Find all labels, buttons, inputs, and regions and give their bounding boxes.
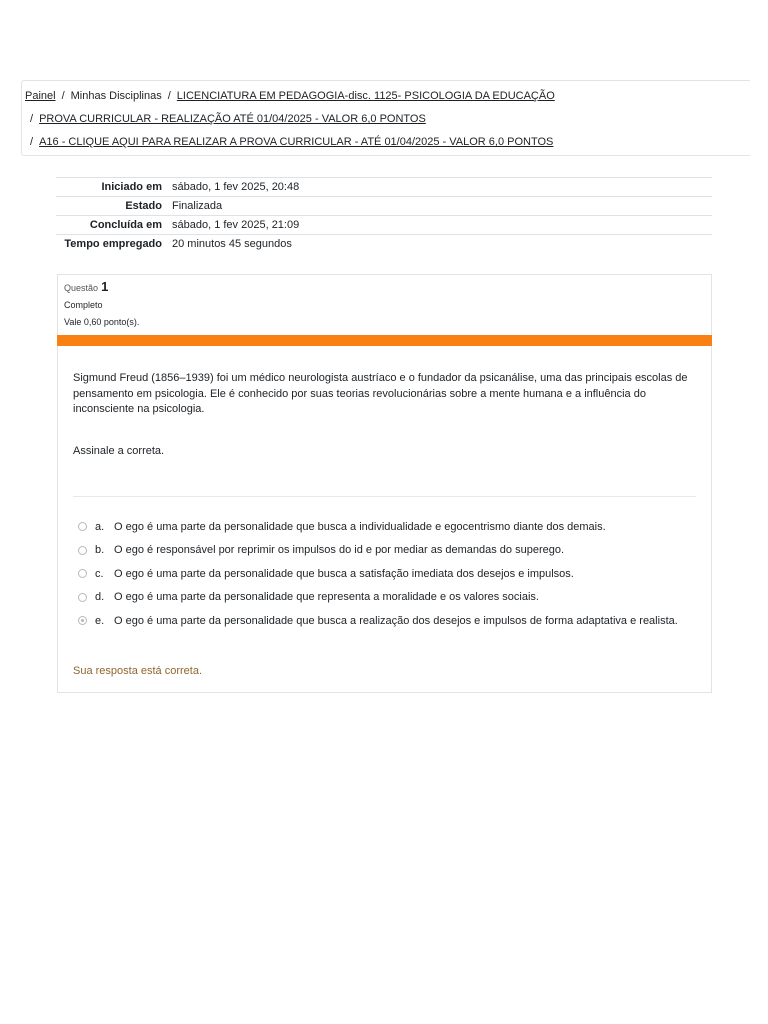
summary-value: sábado, 1 fev 2025, 21:09 [172,216,712,235]
breadcrumb-line-2 [25,110,750,133]
breadcrumb-link-activity[interactable]: A16 - CLIQUE AQUI PARA REALIZAR A PROVA CURRICULAR - ATÉ 01/04/2025 - VALOR 6,0 PONTOS [39,136,554,148]
answer-option-c[interactable] [78,562,678,586]
radio-button[interactable] [78,569,87,578]
breadcrumb-separator: / [30,113,34,125]
summary-label: Estado [56,197,172,216]
summary-row-started [56,178,712,197]
summary-value: Finalizada [172,197,712,216]
breadcrumb-line-1 [25,87,750,110]
question-text: Sigmund Freud (1856–1939) foi um médico neurologista austríaco e o fundador da psicanálise, uma das principais escolas de pensamento em psicologia. Ele é conhecido por suas teorias revolucionárias sobre a mente humana e a influência do inconsciente na psicologia. [73,372,688,415]
answer-letter: a. [95,520,105,533]
breadcrumb-separator: / [30,136,34,148]
summary-label: Iniciado em [56,178,172,197]
answer-text: O ego é responsável por reprimir os impulsos do id e por mediar as demandas do superego. [114,544,565,557]
answer-text: O ego é uma parte da personalidade que busca a realização dos desejos e impulsos de forma adaptativa e realista. [114,614,678,627]
question-label: Questão [64,283,99,293]
answer-letter: c. [95,567,104,580]
breadcrumb [21,80,750,156]
answer-list [78,515,678,633]
breadcrumb-item-minhas-disciplinas: Minhas Disciplinas [70,90,162,102]
question-card [57,274,712,693]
summary-row-state [56,197,712,216]
attempt-summary-table [56,177,712,253]
answer-text: O ego é uma parte da personalidade que busca a individualidade e egocentrismo diante dos demais. [114,520,606,533]
answer-option-e[interactable] [78,609,678,633]
question-info [58,275,711,331]
answer-letter: b. [95,544,105,557]
answer-letter: e. [95,614,105,627]
radio-button[interactable] [78,522,87,531]
breadcrumb-link-section[interactable]: PROVA CURRICULAR - REALIZAÇÃO ATÉ 01/04/2025 - VALOR 6,0 PONTOS [39,113,426,125]
breadcrumb-separator: / [61,90,65,102]
question-header-bar [57,335,712,346]
answer-text: O ego é uma parte da personalidade que representa a moralidade e os valores sociais. [114,591,539,604]
radio-button[interactable] [78,593,87,602]
question-number: 1 [101,279,109,294]
breadcrumb-link-painel[interactable]: Painel [25,90,56,102]
answer-text: O ego é uma parte da personalidade que busca a satisfação imediata dos desejos e impulsos. [114,567,574,580]
summary-value: sábado, 1 fev 2025, 20:48 [172,178,712,197]
breadcrumb-line-3 [25,133,750,156]
divider [73,496,696,497]
radio-button-selected[interactable] [78,616,87,625]
breadcrumb-link-course[interactable]: LICENCIATURA EM PEDAGOGIA-disc. 1125- PSICOLOGIA DA EDUCAÇÃO [176,90,555,102]
answer-letter: d. [95,591,105,604]
question-prompt: Assinale a correta. [73,445,165,457]
summary-label: Concluída em [56,216,172,235]
breadcrumb-separator: / [167,90,171,102]
summary-value: 20 minutos 45 segundos [172,235,712,254]
radio-button[interactable] [78,546,87,555]
question-state: Completo [64,300,103,310]
question-grade: Vale 0,60 ponto(s). [64,317,140,327]
answer-option-b[interactable] [78,539,678,563]
answer-feedback: Sua resposta está correta. [73,665,203,677]
summary-row-completed [56,216,712,235]
summary-label: Tempo empregado [56,235,172,254]
summary-row-time-taken [56,235,712,254]
answer-option-d[interactable] [78,586,678,610]
answer-option-a[interactable] [78,515,678,539]
